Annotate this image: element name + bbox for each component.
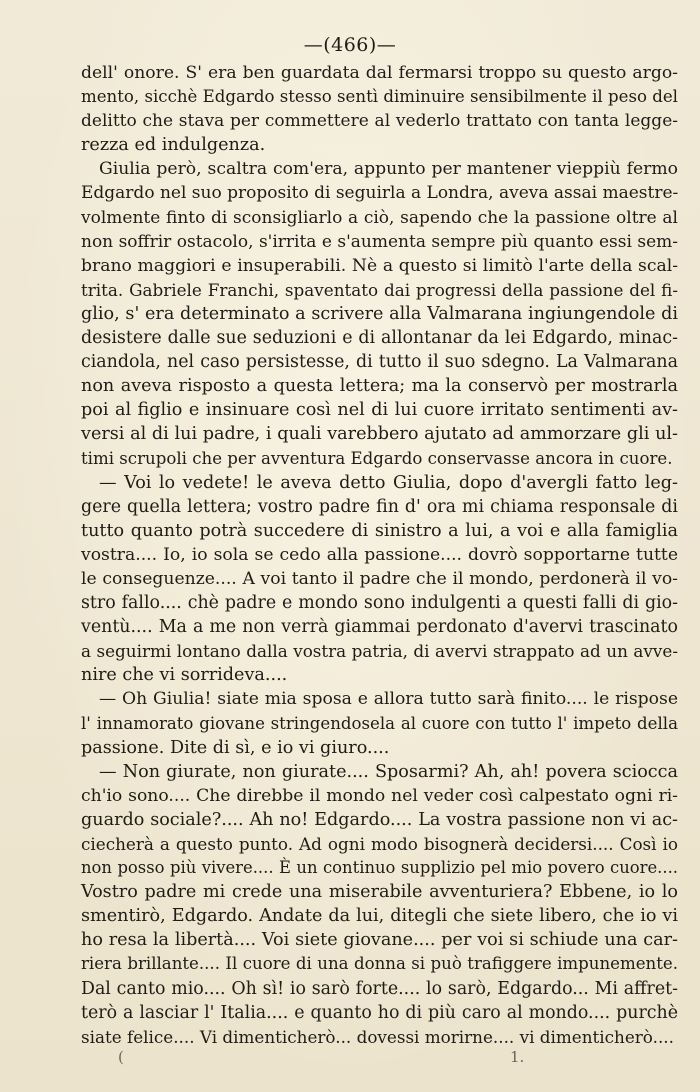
- text-line: Edgardo nel suo proposito di seguirla a Londra, aveva assai maestre-: [81, 183, 679, 204]
- text-line: versi al di lui padre, i quali varebbero ajutato ad ammorzare gli ul-: [81, 424, 678, 445]
- paragraph: [81, 760, 678, 1049]
- text-line: volmente finto di sconsigliarlo a ciò, sapendo che la passione oltre al: [81, 207, 678, 228]
- footer-signature-right: 1.: [510, 1048, 525, 1066]
- text-line: vostra.... Io, io sola se cedo alla passione.... dovrò sopportarne tutte: [81, 544, 678, 565]
- text-line: gere quella lettera; vostro padre fin d' ora mi chiama responsale di: [81, 496, 678, 517]
- text-line: le conseguenze.... A voi tanto il padre che il mondo, perdonerà il vo-: [81, 568, 678, 589]
- text-line: brano maggiori e insuperabili. Nè a questo si limitò l'arte della scal-: [81, 255, 678, 276]
- paragraph: [81, 687, 678, 759]
- text-line: non aveva risposto a questa lettera; ma la conservò per mostrarla: [81, 376, 678, 397]
- body-text: [81, 61, 678, 1049]
- text-line: smentirò, Edgardo. Andate da lui, ditegli che siete libero, che io vi: [81, 906, 678, 927]
- text-line: non posso più vivere.... È un continuo supplizio pel mio povero cuore....: [81, 858, 678, 878]
- text-line: Vostro padre mi crede una miserabile avventuriera? Ebbene, io lo: [81, 882, 678, 903]
- paragraph: [81, 471, 678, 688]
- text-line: riera brillante.... Il cuore di una donna si può trafiggere impunemente.: [81, 954, 678, 974]
- text-line: ch'io sono.... Che direbbe il mondo nel veder così calpestato ogni ri-: [81, 785, 678, 806]
- text-line: ho resa la libertà.... Voi siete giovane.... per voi si schiude una car-: [81, 930, 678, 951]
- text-line: nire che vi sorrideva....: [81, 665, 288, 686]
- text-line: delitto che stava per commettere al vederlo trattato con tanta legge-: [81, 111, 678, 132]
- page-number: —(466)—: [303, 34, 397, 56]
- paragraph: [81, 61, 678, 157]
- text-line: mento, sicchè Edgardo stesso sentì diminuire sensibilmente il peso del: [81, 87, 678, 107]
- text-line: — Oh Giulia! siate mia sposa e allora tutto sarà finito.... le rispose: [99, 689, 678, 710]
- text-line: poi al figlio e insinuare così nel di lui cuore irritato sentimenti av-: [81, 400, 678, 421]
- text-line: — Voi lo vedete! le aveva detto Giulia, dopo d'avergli fatto leg-: [99, 472, 678, 493]
- text-line: siate felice.... Vi dimenticherò... dovessi morirne.... vi dimenticherò....: [81, 1026, 674, 1047]
- text-line: Giulia però, scaltra com'era, appunto per mantener vieppiù fermo: [99, 159, 678, 180]
- text-line: rezza ed indulgenza.: [81, 135, 266, 156]
- text-line: timi scrupoli che per avventura Edgardo conservasse ancora in cuore.: [81, 448, 673, 468]
- text-line: stro fallo.... chè padre e mondo sono indulgenti a questi falli di gio-: [81, 593, 678, 614]
- text-line: glio, s' era determinato a scrivere alla Valmarana ingiungendole di: [81, 303, 678, 324]
- text-line: passione. Dite di sì, e io vi giuro....: [81, 737, 390, 758]
- paragraph: [81, 157, 678, 470]
- text-line: Dal canto mio.... Oh sì! io sarò forte.... lo sarò, Edgardo... Mi affret-: [81, 978, 678, 999]
- text-line: tutto quanto potrà succedere di sinistro a lui, a voi e alla famiglia: [81, 520, 678, 541]
- text-line: — Non giurate, non giurate.... Sposarmi? Ah, ah! povera sciocca: [99, 761, 678, 782]
- text-line: trita. Gabriele Franchi, spaventato dai progressi della passione del fi-: [81, 279, 678, 300]
- text-line: ciandola, nel caso persistesse, di tutto il suo sdegno. La Valmarana: [81, 352, 678, 373]
- footer-signature-left: (: [118, 1048, 124, 1066]
- text-line: l' innamorato giovane stringendosela al cuore con tutto l' impeto della: [81, 713, 678, 733]
- text-line: ventù.... Ma a me non verrà giammai perdonato d'avervi trascinato: [81, 617, 678, 638]
- text-line: a seguirmi lontano dalla vostra patria, di avervi strappato ad un avve-: [81, 641, 678, 662]
- text-line: ciecherà a questo punto. Ad ogni modo bisognerà decidersi.... Così io: [81, 834, 678, 854]
- text-line: terò a lasciar l' Italia.... e quanto ho di più caro al mondo.... purchè: [81, 1002, 678, 1023]
- text-line: desistere dalle sue seduzioni e di allontanar da lei Edgardo, minac-: [81, 328, 678, 349]
- text-line: non soffrir ostacolo, s'irrita e s'aumenta sempre più quanto essi sem-: [81, 231, 678, 252]
- text-line: guardo sociale?.... Ah no! Edgardo.... La vostra passione non vi ac-: [81, 809, 678, 830]
- text-line: dell' onore. S' era ben guardata dal fermarsi troppo su questo argo-: [81, 63, 678, 83]
